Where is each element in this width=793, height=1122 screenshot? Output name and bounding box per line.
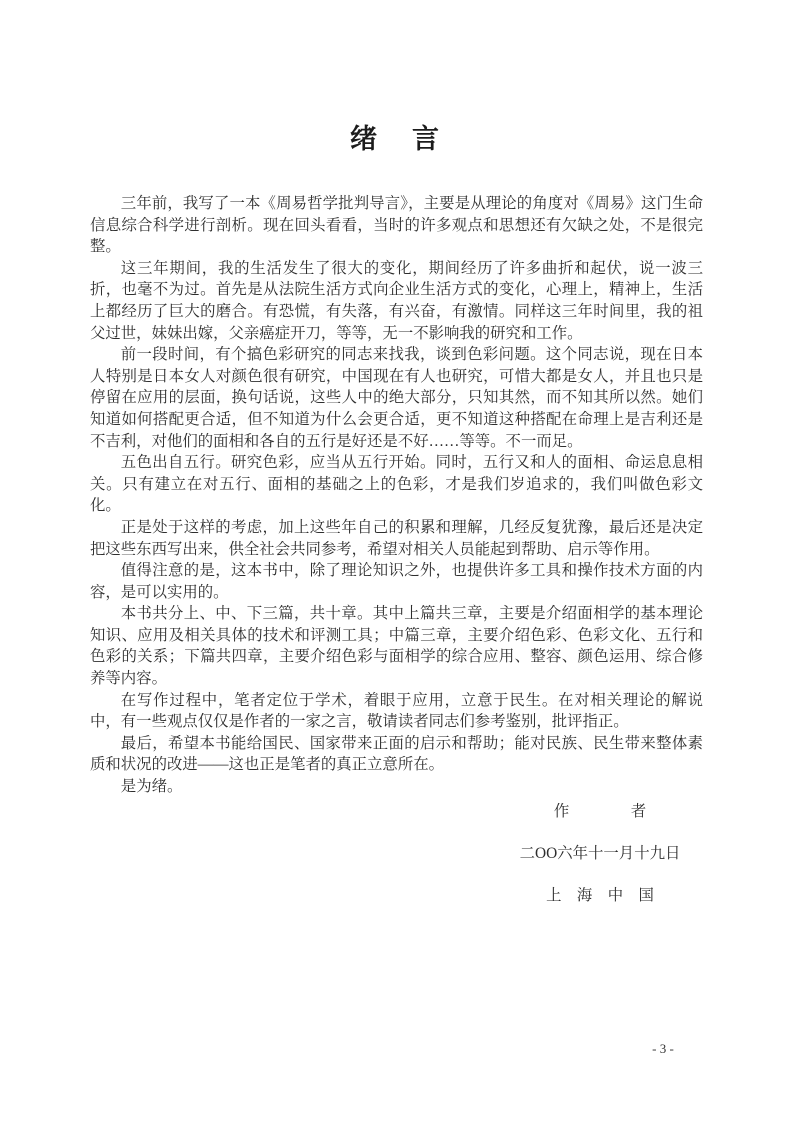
paragraph: 前一段时间，有个搞色彩研究的同志来找我，谈到色彩问题。这个同志说，现在日本人特别是日本女人对颜色很有研究，中国现在有人也研究，可惜大都是女人，并且也只是停留在应用的层面，换句话说，这些人中的绝大部分，只知其然，而不知其所以然。她们知道如何搭配更合适，但不知道为什么会更合适，更不知道这种搭配在命理上是吉利还是不吉利，对他们的面相和各自的五行是好还是不好……等等。不一而足。 [90, 346, 703, 450]
paragraph: 三年前，我写了一本《周易哲学批判导言》，主要是从理论的角度对《周易》这门生命信息综合科学进行剖析。现在回头看看，当时的许多观点和思想还有欠缺之处，不是很完整。 [90, 195, 703, 256]
signature-date: 二OO六年十一月十九日 [519, 845, 681, 862]
paragraph: 正是处于这样的考虑，加上这些年自己的积累和理解，几经反复犹豫，最后还是决定把这些东西写出来，供全社会共同参考，希望对相关人员能起到帮助、启示等作用。 [90, 518, 703, 558]
paragraph: 最后，希望本书能给国民、国家带来正面的启示和帮助；能对民族、民生带来整体素质和状况的改进——这也正是笔者的真正立意所在。 [90, 734, 703, 774]
signature-location: 上 海 中 国 [546, 887, 654, 904]
preface-body [90, 193, 703, 798]
signature-block [450, 804, 750, 930]
page-title: 绪 言 [350, 124, 443, 154]
paragraph: 在写作过程中，笔者定位于学术，着眼于应用，立意于民生。在对相关理论的解说中，有一些观点仅仅是作者的一家之言，敬请读者同志们参考鉴别，批评指正。 [90, 691, 703, 731]
paragraph: 这三年期间，我的生活发生了很大的变化，期间经历了许多曲折和起伏，说一波三折，也毫不为过。首先是从法院生活方式向企业生活方式的变化，心理上，精神上，生活上都经历了巨大的磨合。有恐慌，有失落，有兴奋，有激情。同样这三年时间里，我的祖父过世，妹妹出嫁，父亲癌症开刀，等等，无一不影响我的研究和工作。 [90, 259, 703, 342]
paragraph: 是为绪。 [120, 778, 183, 796]
paragraph: 本书共分上、中、下三篇，共十章。其中上篇共三章，主要是介绍面相学的基本理论知识、应用及相关具体的技术和评测工具；中篇三章，主要介绍色彩、色彩文化、五行和色彩的关系；下篇共四章，主要介绍色彩与面相学的综合应用、整容、颜色运用、综合修养等内容。 [90, 605, 703, 688]
signature-author: 作 者 [553, 803, 647, 820]
page-number: - 3 - [652, 1041, 674, 1056]
paragraph: 五色出自五行。研究色彩，应当从五行开始。同时，五行又和人的面相、命运息息相关。只有建立在对五行、面相的基础之上的色彩，才是我们岁追求的，我们叫做色彩文化。 [90, 454, 703, 515]
paragraph: 值得注意的是，这本书中，除了理论知识之外，也提供许多工具和操作技术方面的内容，是可以实用的。 [90, 562, 703, 601]
